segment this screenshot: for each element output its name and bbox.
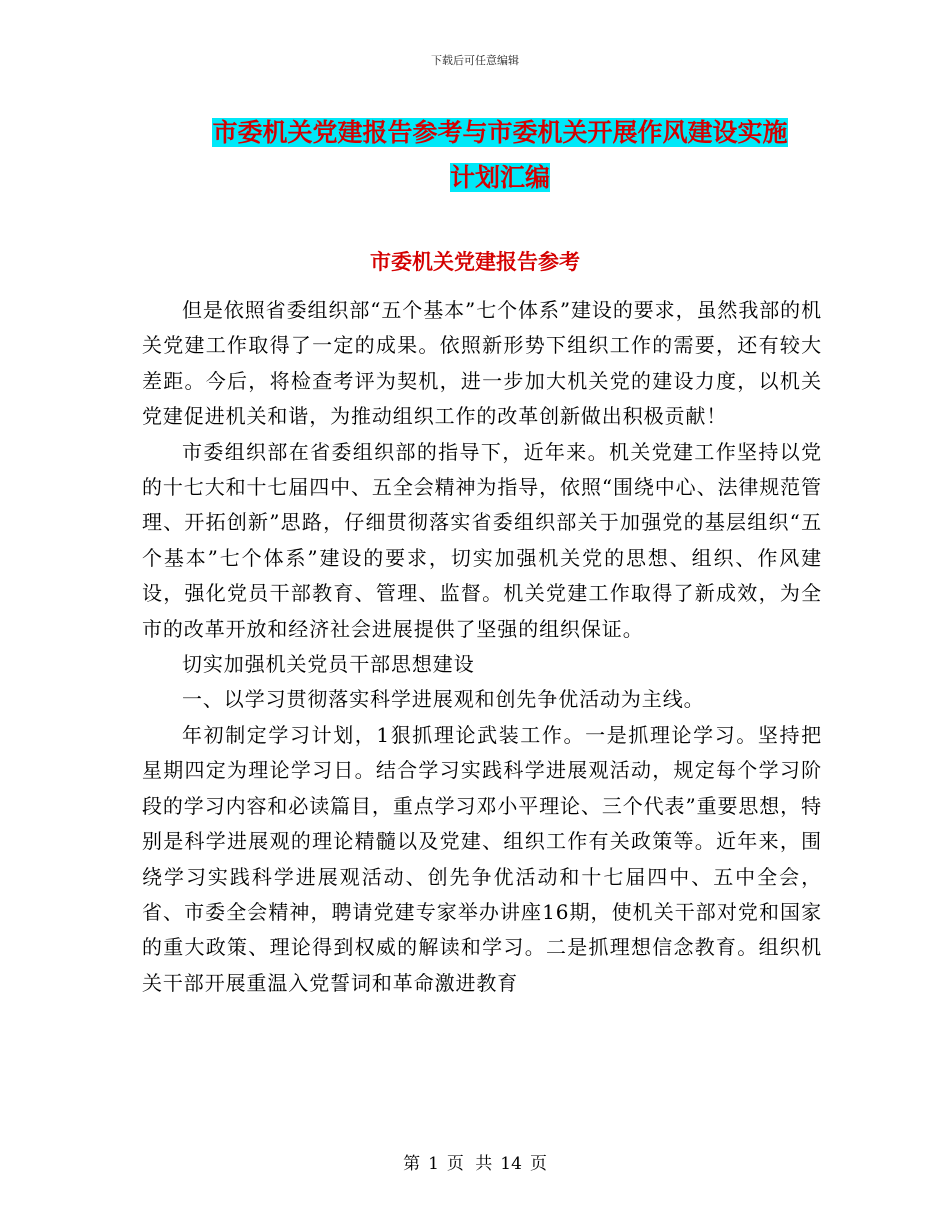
paragraph: 切实加强机关党员干部思想建设 bbox=[182, 652, 475, 677]
paragraph: 一、以学习贯彻落实科学进展观和创先争优活动为主线。 bbox=[182, 687, 705, 712]
document-title-line-2: 计划汇编 bbox=[449, 163, 550, 192]
paragraph: 但是依照省委组织部“五个基本”七个体系”建设的要求，虽然我部的机关党建工作取得了一定的成果。依照新形势下组织工作的需要，还有较大差距。今后，将检查考评为契机，进一步加大机关党的建设力度，以机关党建促进机关和谐，为推动组织工作的改革创新做出积极贡献！ bbox=[142, 298, 822, 429]
section-title: 市委机关党建报告参考 bbox=[370, 250, 580, 274]
total-pages-number: 14 bbox=[500, 1154, 522, 1174]
document-title-line-1: 市委机关党建报告参考与市委机关开展作风建设实施 bbox=[212, 118, 788, 147]
footer-suffix: 页 bbox=[529, 1154, 547, 1174]
header-note: 下载后可任意编辑 bbox=[431, 54, 519, 67]
paragraph: 市委组织部在省委组织部的指导下，近年来。机关党建工作坚持以党的十七大和十七届四中、五全会精神为指导，依照“围绕中心、法律规范管理、开拓创新”思路，仔细贯彻落实省委组织部关于加强党的基层组织“五个基本”七个体系”建设的要求，切实加强机关党的思想、组织、作风建设，强化党员干部教育、管理、监督。机关党建工作取得了新成效，为全市的改革开放和经济社会进展提供了坚强的组织保证。 bbox=[142, 439, 822, 641]
footer-prefix: 第 bbox=[403, 1154, 421, 1174]
paragraph: 年初制定学习计划，1狠抓理论武装工作。一是抓理论学习。坚持把星期四定为理论学习日。结合学习实践科学进展观活动，规定每个学习阶段的学习内容和必读篇目，重点学习邓小平理论、三个代表”重要思想，特别是科学进展观的理论精髓以及党建、组织工作有关政策等。近年来，围绕学习实践科学进展观活动、创先争优活动和十七届四中、五中全会，省、市委全会精神，聘请党建专家举办讲座16期，使机关干部对党和国家的重大政策、理论得到权威的解读和学习。二是抓理想信念教育。组织机关干部开展重温入党誓词和革命激进教育 bbox=[142, 722, 822, 995]
document-body bbox=[142, 293, 822, 1001]
current-page-number: 1 bbox=[428, 1154, 439, 1174]
document-title bbox=[150, 110, 850, 200]
footer-middle: 页 共 bbox=[446, 1154, 493, 1174]
page-footer bbox=[0, 1153, 950, 1175]
